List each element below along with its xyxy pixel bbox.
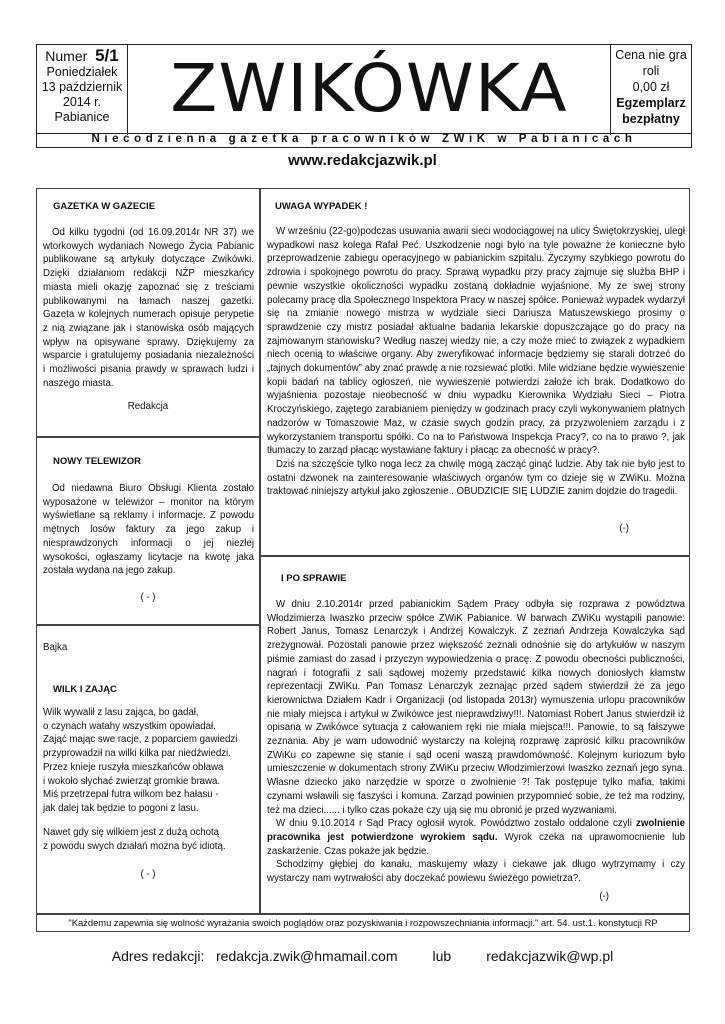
- poem-line: z powodu swych działań można być idiotą.: [43, 840, 226, 852]
- article-signature: ( - ): [140, 592, 156, 603]
- issue-day: Poniedziałek: [46, 65, 118, 79]
- price-line1: Cena nie gra: [615, 48, 687, 62]
- issue-number-line: [37, 47, 127, 65]
- paragraph-1: W wrześniu (22-go)podczas usuwania awarii sieci wodociągowej na ulicy Świętokrzyskiej, uległ wypadkowi nasz kolega Rafał Peć. Uszkodzenie nogi było na tyle poważne że konieczne było przeprowadzenie zabiegu operacyjnego w pabianickim szpitalu. Życzymy szybkiego powrotu do zdrowia i spokojnego powrotu do pracy. Sprawą wypadku przy pracy zajmuje się służba BHP i pewnie wszystkie okoliczności wypadku zostaną dokładnie wyjaśnione. My ze swej strony polecamy pracę dla Społecznego Inspektora Pracy w naszej spółce. Ponieważ wypadek wydarzył się na zmianie nowego mistrza w wydziale sieci Dariusza Matuszewskiego prosimy o sprawdzenie czy mistrz posiadał aktualne badania lekarskie dopuszczające go do pracy na zajmowanym stanowisku? Według naszej wiedzy nie, a czy może mieć to związek z wypadkiem niech ocenią to właściwe organy. Aby zweryfikować informacje będziemy się starali dotrzeć do „tajnych dokumentów” aby znać prawdę a nie rozsiewać plotki. Mile widziane będzie wywieszenie kopii badań na tablicy ogłoszeń, nie wywieszenie potwierdzi założe ich brak. Dodatkowo do wyjaśnienia pozostaje nieobecność w dniu wypadku Kierownika Wydziału Sieci – Piotra Kroczyńskiego, zajętego zarabianiem pieniędzy w godzinach pracy czyli wykonywaniem płatnych nadzorów w Tomaszowie Maz, w czasie swych godzin pracy, za przyzwoleniem zarządu i z wykorzystaniem transportu spółki. Co na to Państwowa Inspekcja Pracy?, co na to prawo ?, jak tłumaczy to zarząd płacąc wystawiane faktury i płacąc za obecność w pracy?.: [267, 226, 685, 457]
- poem-stanza-2: [43, 826, 255, 853]
- article-wypadek: [260, 188, 690, 556]
- poem-line: Zająć mając swe racje, z poparciem gawiedzi: [43, 734, 238, 746]
- article-title: NOWY TELEWIZOR: [53, 456, 141, 467]
- poem-line: Przez knieje ruszyła mieszkańców obława: [43, 761, 224, 773]
- issue-info: [37, 45, 128, 135]
- copy-line1: Egzemplarz: [616, 96, 686, 110]
- website-link[interactable]: www.redakcjazwik.pl: [288, 152, 437, 169]
- article-title: GAZETKA W GAZECIE: [53, 201, 156, 212]
- article-bajka: [36, 625, 260, 914]
- constitution-quote: "Każdemu zapewnia się wolność wyrażania swoich poglądów oraz pozyskiwania i rozpowszechniania informacji." art. 54. ust.1. konstytucji RP: [36, 914, 690, 932]
- issue-city: Pabianice: [54, 110, 110, 124]
- email-link-2[interactable]: redakcjazwik@wp.pl: [486, 948, 614, 964]
- poem-title: WILK I ZAJĄC: [53, 684, 117, 695]
- article-signature: (-): [599, 891, 609, 902]
- paragraph-2: W dniu 9.10.2014 r Sąd Pracy ogłosił wyrok. Powództwo zostało oddalone czyli zwolnienie pracownika jest potwierdzone wyrokiem sądu. Wyrok czeka na uprawomocnienie lub zaskarżenie. Czas pokaże jak będzie.: [267, 818, 685, 857]
- newspaper-title: ZWIKÓWKA: [170, 50, 568, 127]
- article-title: I PO SPRAWIE: [281, 573, 347, 584]
- poem-stanza-1: [43, 706, 255, 816]
- article-body: [267, 225, 685, 499]
- article-gazetka: [36, 188, 260, 437]
- article-body: Od niedawna Biuro Obsługi Klienta zostało wyposażone w telewizor – monitor na którym wyświetlane są reklamy i informacje. Z powodu mętnych losów faktury za jego zakup i niesprawdzonych informacji o jej niezłej wysokości, ogłaszamy licytacje na kwotę jaka została wydana na jego zakup.: [43, 483, 254, 577]
- poem-signature: ( - ): [140, 869, 156, 880]
- article-signature: (-): [619, 523, 629, 534]
- poem-line: i wokoło słychać zwierząt gromkie brawa.: [43, 775, 221, 787]
- bajka-label: Bajka: [43, 642, 68, 653]
- address-label: Adres redakcji:: [111, 948, 205, 964]
- bold-verdict: zwolnienie pracownika jest potwierdzone wyrokiem sądu.: [267, 818, 685, 843]
- article-signature: Redakcja: [127, 401, 169, 412]
- article-body: Od kilku tygodni (od 16.09.2014r NR 37) we wtorkowych wydaniach Nowego Życia Pabianic publikowane są artykuły dotyczące Zwikówki. Dzięki działaniom redakcji NŻP mieszkańcy miasta mieli okazję zapoznać się z treściami publikowanymi na łamach naszej gazetki. Gazeta w kolejnych numerach opisuje perypetie z nią związane jak i stanowiska osób mających wpływ na opisywane sprawy. Dziękujemy za wsparcie i gratulujemy posiadania niezależności i możliwości pisania prawdy w sprawach ludzi i naszego miasta.: [43, 227, 254, 389]
- paragraph-3: Schodzimy głębiej do kanału, maskujemy włazy i ciekawe jak długo wytrzymamy i czy wystarczy nam wytrwałości aby doczekać powiewu świeżego powietrza?.: [267, 859, 685, 885]
- masthead: [36, 44, 692, 134]
- email-link-1[interactable]: redakcja.zwik@hmamail.com: [216, 948, 398, 964]
- article-body: [267, 598, 685, 886]
- article-title: UWAGA WYPADEK !: [275, 201, 368, 212]
- poem-line: o czynach watahy wszystkim opowiadał.: [43, 720, 216, 732]
- paragraph-2: Dziś na szczęście tylko noga lecz za chwilę mogą zacząć ginąć ludzie. Aby tak nie było jest to ostatni dzwonek na zainteresowanie właściwych organów tym co dzieje się w ZWiKu. Można traktować niniejszy artykuł jako zgłoszenie . OBUDZICIE SIĘ LUDZIE zanim dojdzie do tragedii.: [267, 458, 685, 498]
- article-telewizor: [36, 437, 260, 625]
- poem-line: jak dalej tak będzie to pogoni z lasu.: [43, 802, 199, 814]
- tagline: Niecodzienna gazetka pracowników ZWiK w Pabianicach: [36, 132, 692, 148]
- editorial-address: [0, 946, 725, 966]
- paragraph-1: W dniu 2.10.2014r przed pabianickim Sądem Pracy odbyła się rozprawa z powództwa Włodzimierza Iwaszko przeciw spółce ZWiK Pabianice. W barwach ZWiKu wystąpili panowie: Robert Janus, Tomasz Lenarczyk i Andrzej Kowalczyk. Z zeznań Andrzeja Kowalczyka sąd zrezygnował. Pozostali panowie przez większość zeznali odnośnie się do artykułów w naszym piśmie zamiast do zasad i przyczyn wypowiedzenia o pracę. Z powodu obecności publiczności, nagrań i fotografii z sali sądowej możemy przedstawić kilka nowych doniosłych kłamstw reprezentacji ZWiKu. Pan Tomasz Lenarczyk zeznając przed sądem stwierdził że za jego kierownictwa Działem Kadr i Organizacji (od listopada 2013r) wymuszenia urlopu pracowników nie miały miejsca i artykuł w Zwikówce jest nieprawdziwy!!!. Natomiast Robert Janus stwierdził iż opisana w Zwikówce sytuacja z całowaniem ręki nie miała miejsca!!!. Panowie, to są fałszywe zeznania. Aby je wam udowodnić wystarczy na kolejną rozprawę zaprosić kilku pracowników ZWiKu co zapewne się stanie i sąd oceni waszą prawdomówność. Kolejnym kuriozum było umieszczenie w dokumentach strony ZWiKu przeciw Włodzimierzowi Iwaszko zeznań jego syna. Własne dziecko jako narzędzie w sporze o zwolnienie ?! Tak postępuje tylko mafia, takimi czynami wsławili się faszyści i komuna. Zarząd powinien przypomnieć sobie, że też ma rodziny, też ma dzieci...... i tylko czas pokaże czy ują się mu obronić je przed wyzwaniami.: [267, 599, 685, 816]
- issue-date: 13 październik: [41, 80, 123, 94]
- price-info: [610, 45, 691, 135]
- issue-number: 5/1: [95, 46, 119, 65]
- issue-year: 2014 r.: [62, 95, 102, 109]
- poem-line: Wilk wywalił z lasu zająca, bo gadał,: [43, 707, 199, 718]
- price-line2: roli: [642, 64, 660, 78]
- copy-line2: bezpłatny: [622, 112, 680, 126]
- poem-line: przyprowadził na wilki kilka par niedźwiedzi.: [43, 748, 231, 760]
- article-po-sprawie: [260, 556, 690, 914]
- price-value: 0,00 zł: [632, 80, 670, 94]
- poem-line: Nawet gdy się wilkiem jest z dużą ochotą: [43, 827, 220, 838]
- address-or: lub: [432, 948, 452, 964]
- poem-line: Miś przetrzepał futra wilkom bez hałasu -: [43, 789, 219, 801]
- issue-label: Numer: [45, 48, 88, 64]
